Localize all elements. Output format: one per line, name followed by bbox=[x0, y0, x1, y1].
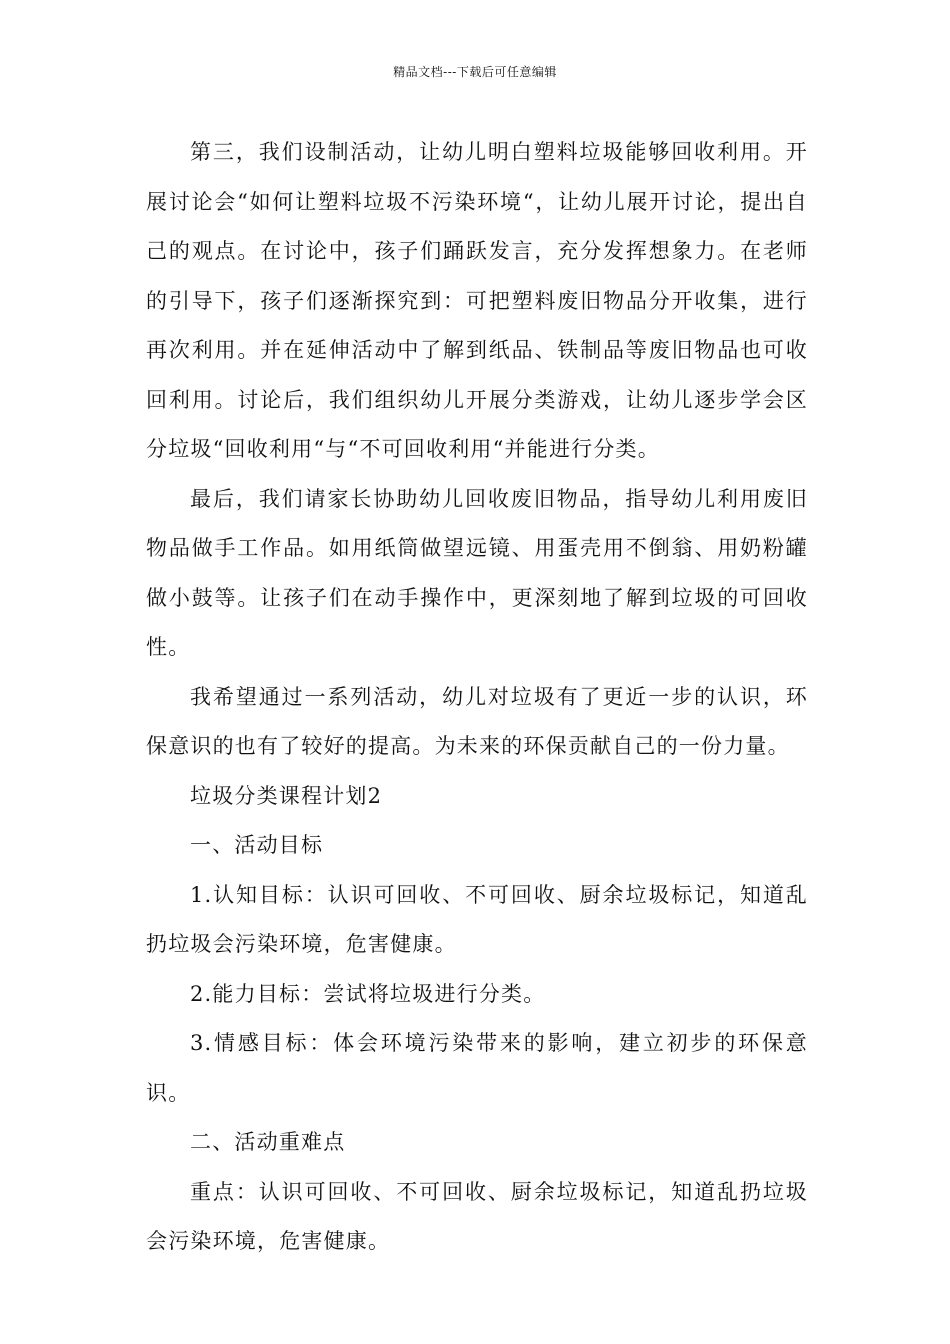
paragraph-third-activity: 第三，我们设制活动，让幼儿明白塑料垃圾能够回收利用。开展讨论会“如何让塑料垃圾不污染环境“，让幼儿展开讨论，提出自己的观点。在讨论中，孩子们踊跃发言，充分发挥想象力。在老师的引导下，孩子们逐渐探究到：可把塑料废旧物品分开收集，进行再次利用。并在延伸活动中了解到纸品、铁制品等废旧物品也可收回利用。讨论后，我们组织幼儿开展分类游戏，让幼儿逐步学会区分垃圾“回收利用“与“不可回收利用“并能进行分类。 bbox=[146, 140, 808, 461]
heading-key-difficult-points: 二、活动重难点 bbox=[190, 1130, 346, 1154]
section-title-plan-2: 垃圾分类课程计划2 bbox=[190, 783, 383, 808]
goal-cognitive: 1.认知目标：认识可回收、不可回收、厨余垃圾标记，知道乱扔垃圾会污染环境，危害健康。 bbox=[146, 882, 808, 956]
goal-ability: 2.能力目标：尝试将垃圾进行分类。 bbox=[190, 981, 546, 1006]
paragraph-key-points: 重点：认识可回收、不可回收、厨余垃圾标记，知道乱扔垃圾会污染环境，危害健康。 bbox=[146, 1179, 808, 1253]
paragraph-parent-recycling: 最后，我们请家长协助幼儿回收废旧物品，指导幼儿利用废旧物品做手工作品。如用纸筒做望远镜、用蛋壳用不倒翁、用奶粉罐做小鼓等。让孩子们在动手操作中，更深刻地了解到垃圾的可回收性。 bbox=[146, 486, 808, 659]
heading-activity-goals: 一、活动目标 bbox=[190, 833, 324, 857]
goal-emotional: 3.情感目标：体会环境污染带来的影响，建立初步的环保意识。 bbox=[146, 1031, 808, 1105]
document-body bbox=[146, 128, 808, 1267]
page-header: 精品文档---下载后可任意编辑 bbox=[393, 65, 557, 79]
paragraph-conclusion: 我希望通过一系列活动，幼儿对垃圾有了更近一步的认识，环保意识的也有了较好的提高。为未来的环保贡献自己的一份力量。 bbox=[146, 684, 808, 758]
